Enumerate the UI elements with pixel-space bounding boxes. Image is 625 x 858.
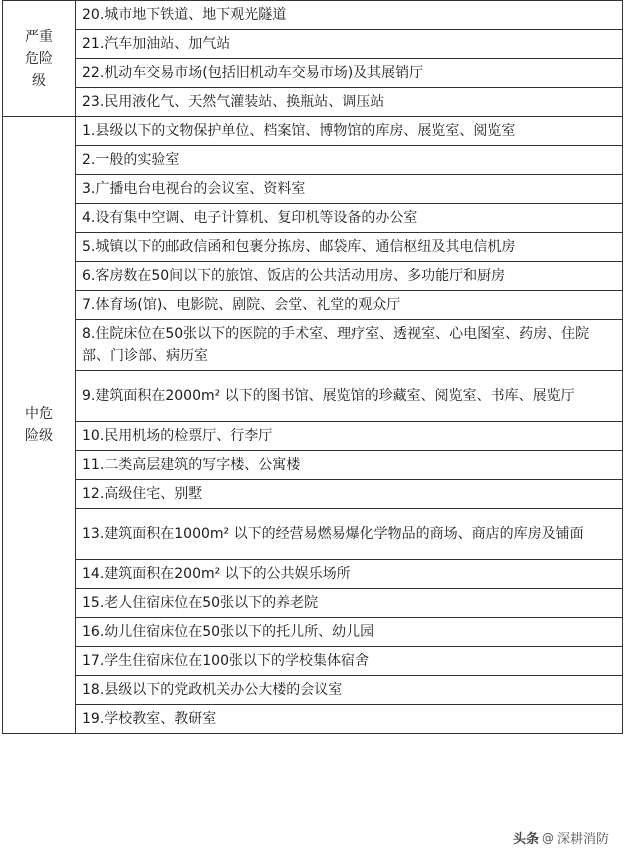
table-row <box>3 59 623 88</box>
table-cell: 1.县级以下的文物保护单位、档案馆、博物馆的库房、展览室、阅览室 <box>76 117 623 146</box>
table-row <box>3 88 623 117</box>
table-row <box>3 451 623 480</box>
category-label-medium: 中危险级 <box>25 406 53 444</box>
table-row <box>3 117 623 146</box>
table-cell: 5.城镇以下的邮政信函和包裹分拣房、邮袋库、通信枢纽及其电信机房 <box>76 233 623 262</box>
table-row <box>3 1 623 30</box>
table-cell: 4.设有集中空调、电子计算机、复印机等设备的办公室 <box>76 204 623 233</box>
table-cell: 10.民用机场的检票厅、行李厅 <box>76 422 623 451</box>
table-row <box>3 233 623 262</box>
table-row <box>3 647 623 676</box>
table-row <box>3 618 623 647</box>
table-row <box>3 509 623 560</box>
table-row <box>3 560 623 589</box>
table-cell: 15.老人住宿床位在50张以下的养老院 <box>76 589 623 618</box>
table-cell: 7.体育场(馆)、电影院、剧院、会堂、礼堂的观众厅 <box>76 291 623 320</box>
table-cell: 13.建筑面积在1000m² 以下的经营易燃易爆化学物品的商场、商店的库房及铺面 <box>76 509 623 560</box>
table-row <box>3 30 623 59</box>
hazard-classification-table <box>2 0 623 734</box>
table-cell: 11.二类高层建筑的写字楼、公寓楼 <box>76 451 623 480</box>
category-label-severe: 严重危险级 <box>25 28 53 89</box>
table-cell: 20.城市地下铁道、地下观光隧道 <box>76 1 623 30</box>
table-row <box>3 175 623 204</box>
table-row <box>3 146 623 175</box>
category-cell-medium <box>3 117 76 734</box>
table-cell: 21.汽车加油站、加气站 <box>76 30 623 59</box>
table-row <box>3 262 623 291</box>
table-row <box>3 204 623 233</box>
table-cell: 6.客房数在50间以下的旅馆、饭店的公共活动用房、多功能厅和厨房 <box>76 262 623 291</box>
watermark-at-icon: @ <box>541 830 554 845</box>
table-row <box>3 320 623 371</box>
table-cell: 18.县级以下的党政机关办公大楼的会议室 <box>76 676 623 705</box>
table-row <box>3 589 623 618</box>
table-cell: 8.住院床位在50张以下的医院的手术室、理疗室、透视室、心电图室、药房、住院部、门诊部、病历室 <box>76 320 623 371</box>
table-cell: 17.学生住宿床位在100张以下的学校集体宿舍 <box>76 647 623 676</box>
table-cell: 22.机动车交易市场(包括旧机动车交易市场)及其展销厅 <box>76 59 623 88</box>
category-cell-severe <box>3 1 76 117</box>
table-cell: 23.民用液化气、天然气灌装站、换瓶站、调压站 <box>76 88 623 117</box>
table-cell: 14.建筑面积在200m² 以下的公共娱乐场所 <box>76 560 623 589</box>
table-cell: 3.广播电台电视台的会议室、资料室 <box>76 175 623 204</box>
table-row <box>3 480 623 509</box>
table-cell: 12.高级住宅、别墅 <box>76 480 623 509</box>
watermark-brand: 头条 <box>512 832 539 847</box>
table-cell: 9.建筑面积在2000m² 以下的图书馆、展览馆的珍藏室、阅览室、书库、展览厅 <box>76 371 623 422</box>
table-cell: 16.幼儿住宿床位在50张以下的托儿所、幼儿园 <box>76 618 623 647</box>
table-row <box>3 371 623 422</box>
table-cell: 2.一般的实验室 <box>76 146 623 175</box>
watermark-account: 深耕消防 <box>556 832 609 847</box>
table-row <box>3 705 623 734</box>
table-row <box>3 676 623 705</box>
table-row <box>3 291 623 320</box>
table-cell: 19.学校教室、教研室 <box>76 705 623 734</box>
table-row <box>3 422 623 451</box>
watermark <box>509 827 613 848</box>
